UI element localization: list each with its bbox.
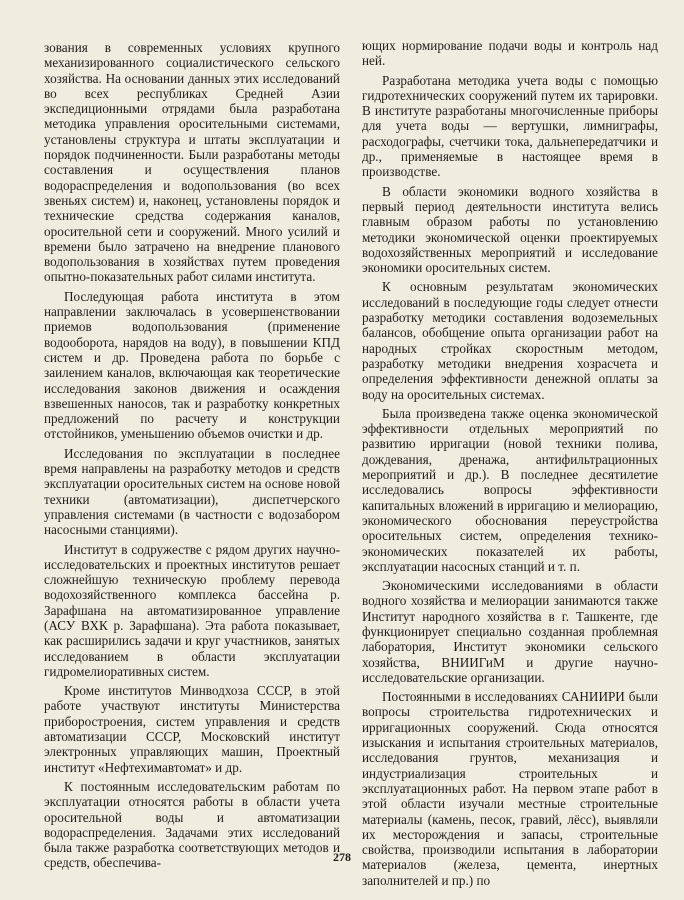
paragraph: К основным результатам экономических исследований в последующие годы следует отнести разработку методики составления водоземельных балансов, обобщение опыта организации работ на народных стройках скоростным методом, разработку методики внедрения хозрасчета и определения эффективности денежной оплаты за воду на оросительных системах. [362,279,658,402]
paragraph: Исследования по эксплуатации в последнее время направлены на разработку методов и средств эксплуатации оросительных систем на основе новой техники (автоматизации), диспетчерского управления системами (в частности с водозабором насосными станциями). [44,445,340,538]
paragraph: ющих нормирование подачи воды и контроль над ней. [362,38,658,69]
paragraph: Разработана методика учета воды с помощью гидротехнических сооружений путем их тарировки. В институте разработаны многочисленные приборы для учета воды — вертушки, лимниграфы, расходографы, счетчики тока, дальнепередатчики и др., применяемые в настоящее время в производстве. [362,72,658,180]
paragraph: Была произведена также оценка экономической эффективности отдельных мероприятий по развитию ирригации (новой техники полива, дождевания, дренажа, антифильтрационных мероприятий и др.). В последнее десятилетие исследовались вопросы эффективности капитальных вложений в ирригацию и мелиорацию, экономического обоснования переустройства оросительных систем, определения технико-экономических показателей их работы, эксплуатации насосных станций и т. п. [362,405,658,574]
paragraph: Кроме институтов Минводхоза СССР, в этой работе участвуют институты Министерства приборостроения, систем управления и средств автоматизации СССР, Московский институт электронных управляющих машин, Проектный институт «Нефтехимавтомат» и др. [44,683,340,775]
paragraph: зования в современных условиях крупного механизированного социалистического сельского хозяйства. На основании данных этих исследований во всех республиках Средней Азии экспедиционными отрядами была разработана методика управления оросительными системами, установлены структура и штаты эксплуатации и порядок подчиненности. Были разработаны методы составления и осуществления планов водораспределения и водопользования (во всех звеньях систем) и, наконец, установлены порядок и технические средства содержания каналов, оросительной сети и сооружений. Много усилий и времени было затрачено на внедрение планового водопользования в хозяйствах путем проведения опытно-показательных работ силами института. [44,40,340,285]
paragraph: В области экономики водного хозяйства в первый период деятельности института велись главным образом работы по установлению методики экономической оценки проектируемых водохозяйственных мероприятий и исследование экономики оросительных систем. [362,183,658,276]
page-number: 278 [333,850,351,864]
right-column [362,38,658,892]
paragraph: Постоянными в исследованиях САНИИРИ были вопросы строительства гидротехнических и ирригационных сооружений. Сюда относятся изыскания и испытания строительных материалов, исследования грунтов, механизация и индустриализация строительных и эксплуатационных работ. На первом этапе работ в этой области изучали местные строительные материалы (камень, песок, гравий, лёсс), выявляли их месторождения и запасы, строительные свойства, производили испытания в лаборатории материалов (железа, цемента, инертных заполнителей и пр.) по [362,689,658,888]
left-column [44,40,340,875]
paragraph: К постоянным исследовательским работам по эксплуатации относятся работы в области учета оросительной воды и автоматизации водораспределения. Задачами этих исследований была также разработка соответствующих методов и средств, обеспечива- [44,778,340,871]
paragraph: Институт в содружестве с рядом других научно-исследовательских и проектных институтов решает сложнейшую техническую проблему перевода водохозяйственного комплекса бассейна р. Зарафшана на автоматизированное управление (АСУ ВХК р. Зарафшана). Эта работа показывает, как расширились задачи и круг участников, занятых исследованием в области эксплуатации гидромелиоративных систем. [44,541,340,679]
paragraph: Экономическими исследованиями в области водного хозяйства и мелиорации занимаются также Институт народного хозяйства в г. Ташкенте, где функционирует специально созданная проблемная лаборатория, Институт экономики сельского хозяйства, ВНИИГиМ и другие научно-исследовательские организации. [362,578,658,685]
paragraph: Последующая работа института в этом направлении заключалась в усовершенствовании приемов водопользования (применение водооборота, нарядов на воду), в повышении КПД систем и др. Проведена работа по борьбе с заилением каналов, включающая как теоретические исследования законов движения и осаждения взвешенных наносов, так и разработку конкретных предложений по расчету и конструкции отстойников, уменьшению объемов очистки и др. [44,288,340,442]
